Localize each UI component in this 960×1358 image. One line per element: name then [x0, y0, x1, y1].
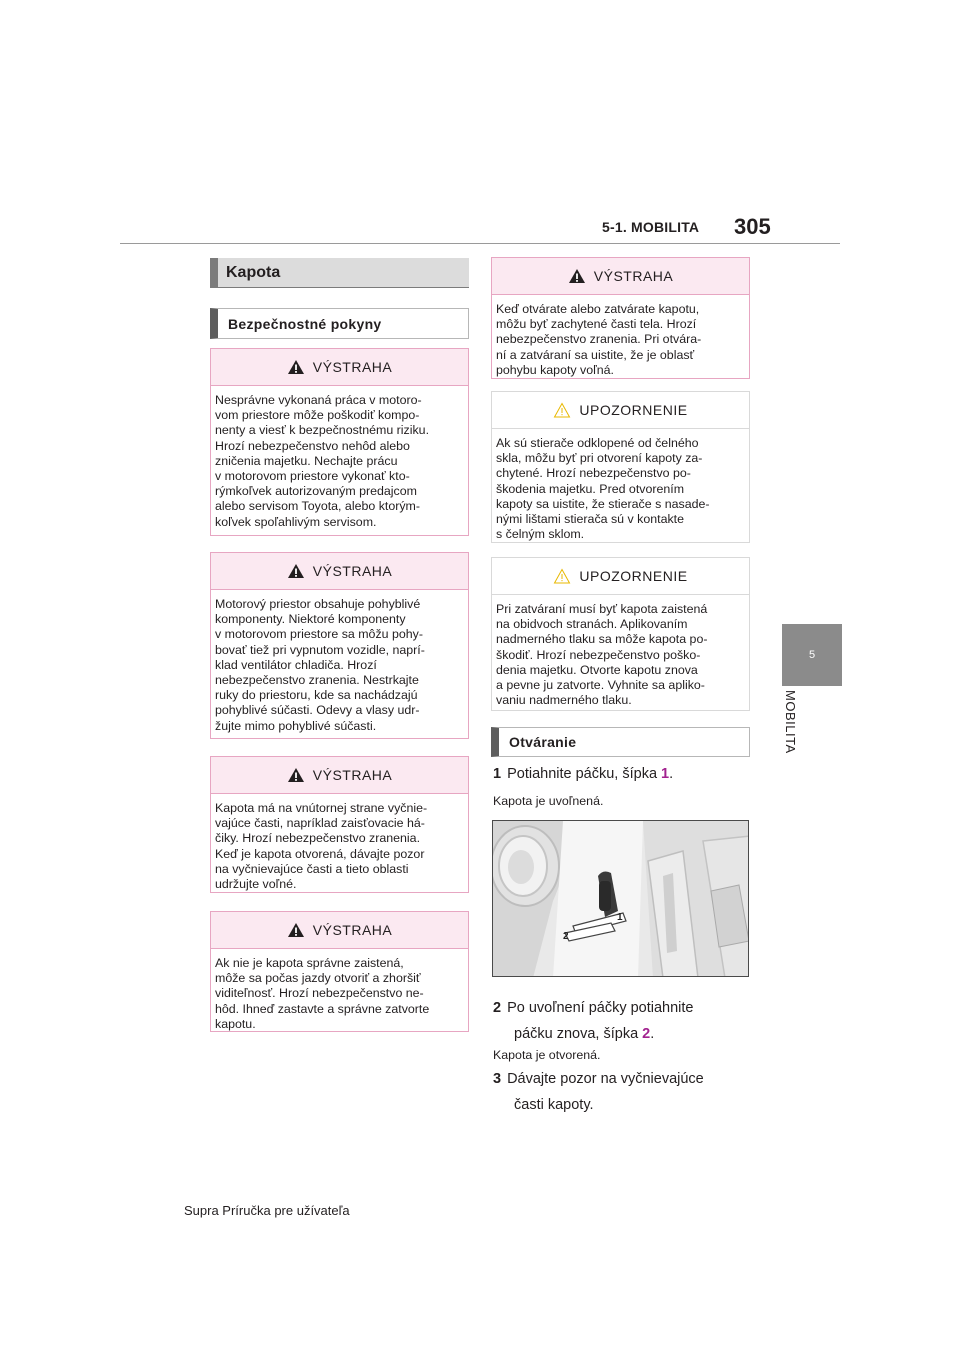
footer-text: Supra Príručka pre užívateľa — [184, 1203, 350, 1218]
warning-label: VÝSTRAHA — [312, 767, 393, 783]
warning-header — [211, 349, 468, 386]
step-note: Kapota je otvorená. — [493, 1048, 601, 1062]
chapter-label — [770, 690, 810, 770]
hood-release-figure — [492, 820, 749, 977]
step-text-continued: časti kapoty. — [514, 1097, 594, 1113]
caution-header — [492, 392, 749, 429]
warning-text: Keď otvárate alebo zatvárate kapotu, môžu byť zachytené časti tela. Hrozí nebezpečenstvo zranenia. Pri otvára- ní a zatváraní sa uistite, že je oblasť pohybu kapoty voľná. — [496, 302, 702, 377]
step-text: Dávajte pozor na vyčnievajúce — [507, 1071, 704, 1087]
caution-box — [491, 391, 750, 543]
arrow-reference: 1 — [661, 766, 670, 782]
caution-header — [492, 558, 749, 595]
caution-box — [491, 557, 750, 711]
step-text: Potiahnite páčku, šípka — [507, 766, 662, 782]
warning-header — [492, 258, 749, 295]
step-number: 1 — [493, 766, 502, 782]
caution-text: Ak sú stierače odklopené od čelného skla, môžu byť pri otvorení kapoty za- chytené. Hrozí nebezpečenstvo po- škodenia majetku. Pred otvorením kapoty sa uistite, že stierače s nasade- nými lištami stierača sú v kontakte s čelným sklom. — [496, 436, 710, 542]
warning-header — [211, 757, 468, 794]
step-text-continued: páčku znova, šípka — [514, 1026, 643, 1042]
warning-box — [491, 257, 750, 379]
warning-box — [210, 552, 469, 739]
warning-triangle-icon — [287, 359, 305, 375]
caution-triangle-icon — [553, 568, 571, 584]
caution-text: Pri zatváraní musí byť kapota zaistená na obidvoch stranách. Aplikovaním nadmerného tlaku sa môže kapota po- škodiť. Hrozí nebezpečenstvo poško- denia majetku. Otvorte kapotu znova a pevne ju zatvorte. Vyhnite sa apliko- vaniu nadmerného tlaku. — [496, 602, 708, 708]
step-3 — [493, 1067, 753, 1117]
subsection-title: Bezpečnostné pokyny — [210, 308, 469, 339]
arrow-reference: 2 — [642, 1026, 651, 1042]
warning-label: VÝSTRAHA — [312, 563, 393, 579]
section-title: Kapota — [210, 258, 469, 288]
caution-label: UPOZORNENIE — [579, 402, 688, 418]
caution-label: UPOZORNENIE — [579, 568, 688, 584]
warning-triangle-icon — [287, 767, 305, 783]
subsection-title: Otváranie — [491, 727, 750, 757]
warning-text: Ak nie je kapota správne zaistená, môže sa počas jazdy otvoriť a zhoršiť viditeľnosť. Hrozí nebezpečenstvo ne- hôd. Ihneď zastavte a správne zatvorte kapotu. — [215, 956, 430, 1031]
figure-label-1: 1 — [617, 912, 623, 923]
warning-text: Kapota má na vnútornej strane vyčnie- vajúce časti, napríklad zaisťovacie há- čiky. Hrozí nebezpečenstvo zranenia. Keď je kapota otvorená, dávajte pozor na vyčnievajúce časti a tieto oblasti udržujte voľné. — [215, 801, 428, 892]
caution-triangle-icon — [553, 402, 571, 418]
warning-label: VÝSTRAHA — [312, 922, 393, 938]
warning-box — [210, 756, 469, 893]
hood-release-illustration — [493, 821, 749, 977]
step-1 — [493, 762, 753, 786]
warning-triangle-icon — [287, 563, 305, 579]
step-number: 3 — [493, 1071, 502, 1087]
warning-box — [210, 911, 469, 1032]
step-punct: . — [669, 766, 674, 782]
page-number: 305 — [734, 214, 771, 239]
step-number: 2 — [493, 1000, 502, 1016]
warning-box — [210, 348, 469, 536]
step-punct: . — [650, 1026, 655, 1042]
step-text: Po uvoľnení páčky potiahnite — [507, 1000, 694, 1016]
chapter-label-text: MOBILITA — [783, 690, 798, 754]
header-section-title: 5-1. MOBILITA — [602, 219, 700, 235]
chapter-tab: 5 — [782, 624, 842, 686]
header-divider — [120, 243, 840, 244]
warning-header — [211, 912, 468, 949]
step-2 — [493, 996, 753, 1046]
warning-header — [211, 553, 468, 590]
warning-text: Motorový priestor obsahuje pohyblivé komponenty. Niektoré komponenty v motorovom priestore sa môžu pohy- bovať tiež pri vypnutom vozidle, naprí- klad ventilátor chladiča. Hrozí nebezpečenstvo zranenia. Nestrkajte ruky do priestoru, kde sa nachádzajú pohyblivé súčasti. Odevy a vlasy udr- žujte mimo pohyblivé súčasti. — [215, 597, 425, 733]
figure-label-2: 2 — [563, 931, 569, 942]
warning-triangle-icon — [568, 268, 586, 284]
step-note: Kapota je uvoľnená. — [493, 794, 604, 808]
warning-label: VÝSTRAHA — [312, 359, 393, 375]
warning-label: VÝSTRAHA — [593, 268, 674, 284]
warning-triangle-icon — [287, 922, 305, 938]
warning-text: Nesprávne vykonaná práca v motoro- vom priestore môže poškodiť kompo- nenty a viesť k bezpečnostnému riziku. Hrozí nebezpečenstvo nehôd alebo zničenia majetku. Nechajte prácu v motorovom priestore vykonať kto- rýmkoľvek autorizovaným predajcom alebo servisom Toyota, alebo ktorým- koľvek spoľahlivým servisom. — [215, 393, 430, 529]
